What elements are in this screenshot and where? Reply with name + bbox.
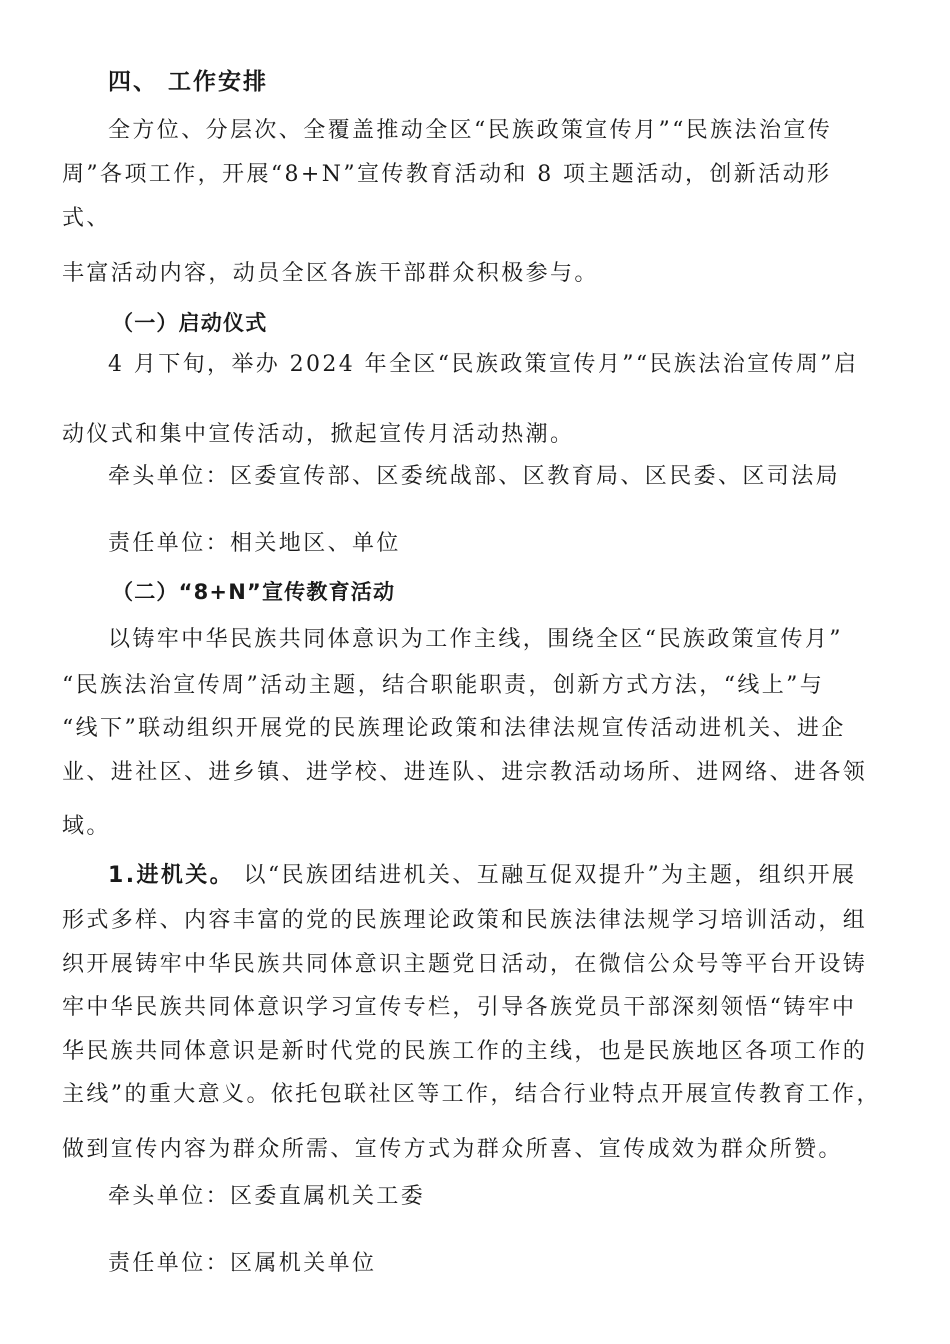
- paragraph-line: 全方位、分层次、全覆盖推动全区“民族政策宣传月”“民族法治宣传: [108, 118, 833, 143]
- paragraph-line: 动仪式和集中宣传活动，掀起宣传月活动热潮。: [62, 422, 575, 447]
- lead-unit: 牵头单位：区委宣传部、区委统战部、区教育局、区民委、区司法局: [108, 464, 841, 489]
- paragraph-line: 周”各项工作，开展“8+N”宣传教育活动和 8 项主题活动，创新活动形: [62, 162, 832, 187]
- subsection-title: （二）“8+N”宣传教育活动: [112, 580, 396, 604]
- paragraph-line: 牢中华民族共同体意识学习宣传专栏，引导各族党员干部深刻领悟“铸牢中: [62, 995, 857, 1020]
- item-label: 1.进机关。: [108, 863, 235, 888]
- paragraph-line: 域。: [62, 814, 111, 839]
- paragraph-line: 华民族共同体意识是新时代党的民族工作的主线，也是民族地区各项工作的: [62, 1039, 868, 1064]
- item-text: 以“民族团结进机关、互融互促双提升”为主题，组织开展: [243, 863, 857, 888]
- paragraph-line: 式、: [62, 206, 111, 231]
- paragraph-line: 形式多样、内容丰富的党的民族理论政策和民族法律法规学习培训活动，组: [62, 908, 868, 933]
- paragraph-line: 以铸牢中华民族共同体意识为工作主线，围绕全区“民族政策宣传月”: [108, 627, 843, 652]
- paragraph-line: 丰富活动内容，动员全区各族干部群众积极参与。: [62, 261, 599, 286]
- paragraph-line: 做到宣传内容为群众所需、宣传方式为群众所喜、宣传成效为群众所赞。: [62, 1137, 843, 1162]
- paragraph-line: 业、进社区、进乡镇、进学校、进连队、进宗教活动场所、进网络、进各领: [62, 760, 868, 785]
- paragraph-line: 主线”的重大意义。依托包联社区等工作，结合行业特点开展宣传教育工作，: [62, 1082, 881, 1107]
- responsible-unit: 责任单位：区属机关单位: [108, 1251, 377, 1276]
- section-title: 四、 工作安排: [108, 69, 269, 95]
- item-first-line: [108, 861, 856, 891]
- paragraph-line: “民族法治宣传周”活动主题，结合职能职责，创新方式方法，“线上”与: [62, 673, 825, 698]
- paragraph-line: 4 月下旬，举办 2024 年全区“民族政策宣传月”“民族法治宣传周”启: [108, 352, 859, 377]
- lead-unit: 牵头单位：区委直属机关工委: [108, 1184, 426, 1209]
- paragraph-line: 织开展铸牢中华民族共同体意识主题党日活动，在微信公众号等平台开设铸: [62, 952, 868, 977]
- responsible-unit: 责任单位：相关地区、单位: [108, 531, 401, 556]
- subsection-title: （一）启动仪式: [112, 311, 268, 335]
- paragraph-line: “线下”联动组织开展党的民族理论政策和法律法规宣传活动进机关、进企: [62, 716, 846, 741]
